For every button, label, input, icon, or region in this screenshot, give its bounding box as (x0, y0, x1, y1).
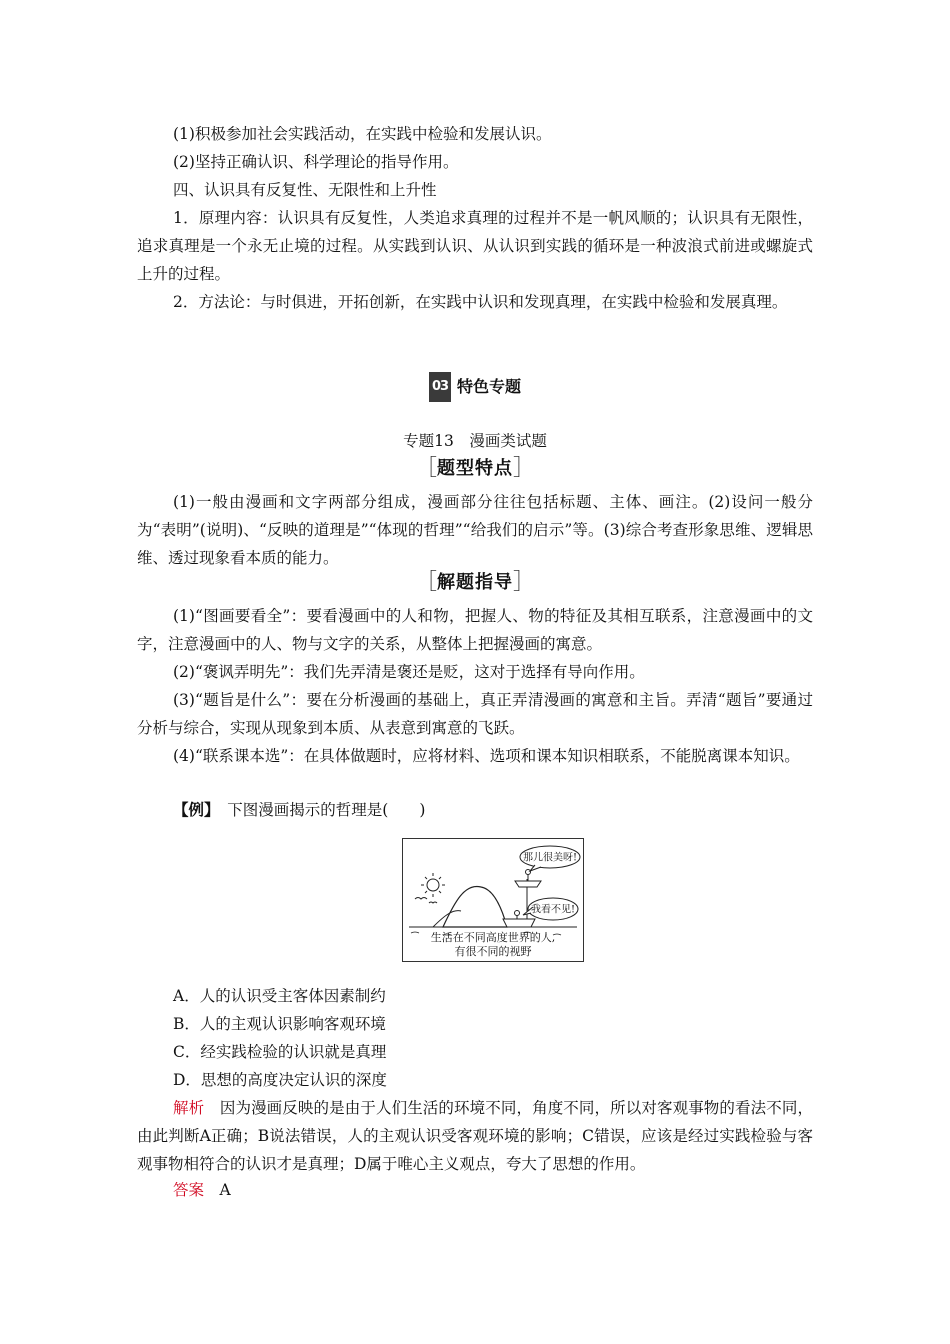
guide-item-4: (4)“联系课本选”：在具体做题时，应将材料、选项和课本知识相联系，不能脱离课本知识。 (173, 747, 800, 765)
bubble-bottom-text: 我看不见! (530, 904, 576, 916)
analysis-label: 解析 (173, 1099, 205, 1117)
feature-paragraph: (1)一般由漫画和文字两部分组成，漫画部分往往包括标题、主体、画注。(2)设问一般分为“表明”(说明)、“反映的道理是”“体现的哲理”“给我们的启示”等。(3)综合考查形象思维、逻辑思维、透过现象看本质的能力。 (137, 493, 813, 567)
cartoon-image (402, 838, 584, 962)
answer-label: 答案 (173, 1181, 205, 1199)
cartoon-caption-line-2: 有很不同的视野 (454, 945, 532, 958)
option-b: B．人的主观认识影响客观环境 (173, 1015, 386, 1033)
section-header (0, 372, 950, 402)
example-question-text: 下图漫画揭示的哲理是( ) (211, 801, 426, 819)
analysis-text: 因为漫画反映的是由于人们生活的环境不同，角度不同，所以对客观事物的看法不同，由此判断A正确；B说法错误，人的主观认识受客观环境的影响；C错误，应该是经过实践检验与客观事物相符合的认识才是真理；D属于唯心主义观点，夸大了思想的作用。 (137, 1099, 813, 1173)
cartoon-caption-line-1: 生活在不同高度世界的人, (430, 931, 556, 944)
section-number-badge: 03 (429, 372, 451, 402)
bubble-top-text: 那儿很美呀! (522, 852, 578, 864)
example-question (173, 796, 849, 824)
option-a: A．人的认识受主客体因素制约 (173, 987, 386, 1005)
paragraph-practice-2: (2)坚持正确认识、科学理论的指导作用。 (173, 153, 459, 171)
guide-item-3: (3)“题旨是什么”：要在分析漫画的基础上，真正弄清漫画的寓意和主旨。弄清“题旨”要通过分析与综合，实现从现象到本质、从表意到寓意的飞跃。 (137, 691, 813, 737)
feature-heading-text: 题型特点 (437, 458, 513, 479)
guide-item-1: (1)“图画要看全”：要看漫画中的人和物，把握人、物的特征及其相互联系，注意漫画中的文字，注意漫画中的人、物与文字的关系，从整体上把握漫画的寓意。 (137, 607, 813, 653)
topic-title: 专题13 漫画类试题 (403, 432, 547, 450)
guide-heading: ［解题指导］ (414, 570, 536, 595)
paragraph-principle: 1．原理内容：认识具有反复性，人类追求真理的过程并不是一帆风顺的；认识具有无限性，追求真理是一个永无止境的过程。从实践到认识、从认识到实践的循环是一种波浪式前进或螺旋式上升的过程。 (137, 209, 813, 283)
section-title: 特色专题 (457, 377, 522, 396)
answer-line (137, 1176, 813, 1204)
guide-heading-text: 解题指导 (437, 572, 513, 593)
example-label: 【例】 (173, 801, 212, 819)
analysis-paragraph (137, 1094, 813, 1178)
answer-text: A (204, 1181, 231, 1199)
feature-heading: ［题型特点］ (414, 456, 536, 481)
sun-icon (421, 873, 445, 897)
paragraph-practice-1: (1)积极参加社会实践活动，在实践中检验和发展认识。 (173, 125, 552, 143)
speech-bubble-bottom (523, 898, 578, 920)
option-d: D．思想的高度决定认识的深度 (173, 1071, 387, 1089)
option-c: C．经实践检验的认识就是真理 (173, 1043, 387, 1061)
heading-point-four: 四、认识具有反复性、无限性和上升性 (173, 181, 437, 199)
paragraph-methodology: 2．方法论：与时俱进，开拓创新，在实践中认识和发现真理，在实践中检验和发展真理。 (173, 293, 788, 311)
guide-item-2: (2)“褒讽弄明先”：我们先弄清是褒还是贬，这对于选择有导向作用。 (173, 663, 645, 681)
speech-bubble-top (520, 846, 580, 871)
